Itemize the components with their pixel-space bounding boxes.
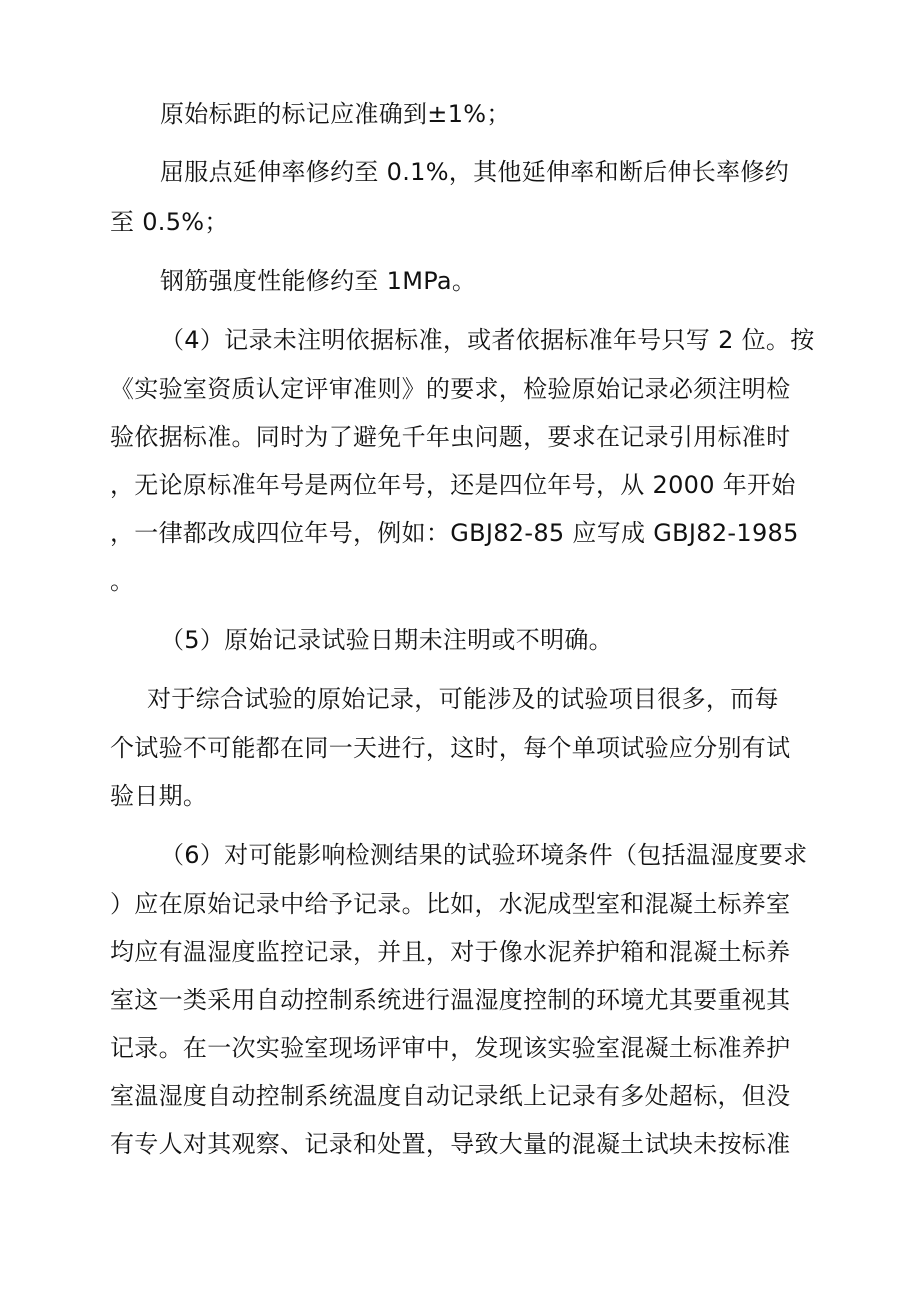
text-line: （4）记录未注明依据标准，或者依据标准年号只写 2 位。按 <box>160 326 815 354</box>
text-line: 原始标距的标记应准确到±1%； <box>160 100 511 128</box>
text-line: ，无论原标准年号是两位年号，还是四位年号，从 2000 年开始 <box>110 471 796 499</box>
text-line: 验日期。 <box>110 782 208 810</box>
text-line: （6）对可能影响检测结果的试验环境条件（包括温湿度要求 <box>160 841 808 869</box>
text-line: 个试验不可能都在同一天进行，这时，每个单项试验应分别有试 <box>110 734 791 762</box>
text-line: ）应在原始记录中给予记录。比如，水泥成型室和混凝土标养室 <box>110 890 791 918</box>
text-line: 钢筋强度性能修约至 1MPa。 <box>160 267 477 295</box>
text-line: 室温湿度自动控制系统温度自动记录纸上记录有多处超标，但没 <box>110 1082 791 1110</box>
text-line: 。 <box>110 567 135 595</box>
text-line: （5）原始记录试验日期未注明或不明确。 <box>160 626 613 654</box>
text-line: 至 0.5%； <box>110 208 229 236</box>
text-line: 均应有温湿度监控记录，并且，对于像水泥养护箱和混凝土标养 <box>110 938 791 966</box>
text-line: 室这一类采用自动控制系统进行温湿度控制的环境尤其要重视其 <box>110 986 791 1014</box>
text-line: 屈服点延伸率修约至 0.1%，其他延伸率和断后伸长率修约 <box>160 158 789 186</box>
text-line: ，一律都改成四位年号，例如：GBJ82-85 应写成 GBJ82-1985 <box>110 519 799 547</box>
text-line: 记录。在一次实验室现场评审中，发现该实验室混凝土标准养护 <box>110 1034 791 1062</box>
text-line: 有专人对其观察、记录和处置，导致大量的混凝土试块未按标准 <box>110 1130 791 1158</box>
text-line: 验依据标准。同时为了避免千年虫问题，要求在记录引用标准时 <box>110 423 791 451</box>
text-line: 《实验室资质认定评审准则》的要求，检验原始记录必须注明检 <box>110 375 791 403</box>
text-line: 对于综合试验的原始记录，可能涉及的试验项目很多，而每 <box>147 685 779 713</box>
